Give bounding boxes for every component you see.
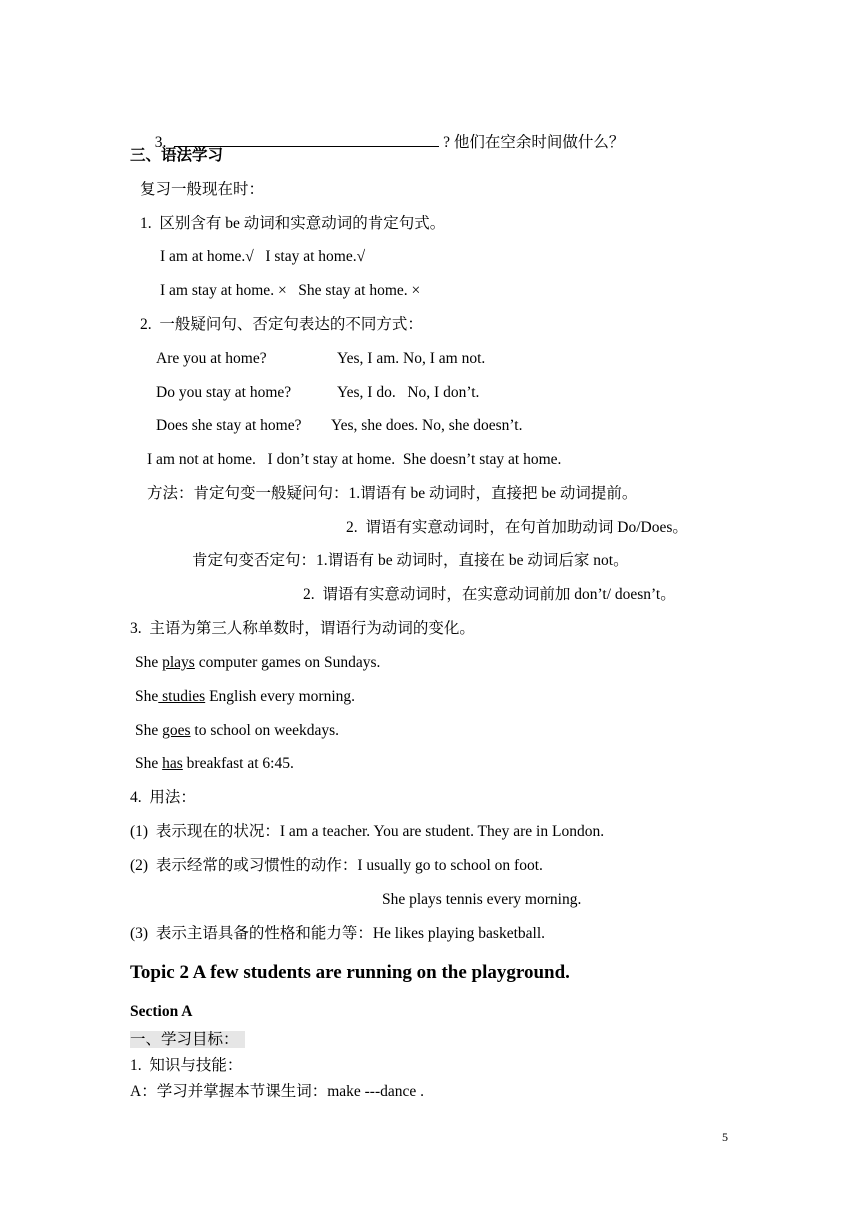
sentence-subject: She — [135, 688, 159, 705]
sentence-subject: She — [135, 755, 163, 772]
method-3: 肯定句变否定句：1.谓语有 be 动词时，直接在 be 动词后家 not。 — [192, 552, 629, 569]
question-1: Are you at home? — [156, 350, 267, 367]
point-1-example-2: I am stay at home. × She stay at home. × — [160, 282, 421, 299]
usage-2-continued: She plays tennis every morning. — [382, 891, 582, 908]
negative-examples: I am not at home. I don’t stay at home. She doesn’t stay at home. — [147, 451, 562, 468]
sentence-1 — [135, 653, 380, 673]
grammar-heading: 三、语法学习 — [130, 147, 224, 164]
underlined-verb: goes — [162, 722, 191, 739]
topic-heading: Topic 2 A few students are running on the playground. — [130, 962, 570, 983]
usage-1: (1) 表示现在的状况：I am a teacher. You are student. They are in London. — [130, 823, 605, 840]
underlined-verb: has — [162, 755, 183, 772]
sentence-rest: computer games on Sundays. — [194, 654, 381, 671]
point-3-title: 3. 主语为第三人称单数时，谓语行为动词的变化。 — [130, 620, 475, 637]
sentence-3 — [135, 721, 339, 741]
usage-2: (2) 表示经常的或习惯性的动作：I usually go to school on foot. — [130, 857, 543, 874]
question-text: ? 他们在空余时间做什么？ — [443, 134, 625, 151]
sentence-2 — [135, 687, 355, 707]
point-4-title: 4. 用法： — [130, 789, 196, 806]
usage-3: (3) 表示主语具备的性格和能力等：He likes playing basketball. — [130, 925, 546, 942]
sentence-rest: English every morning. — [205, 688, 355, 705]
point-1-title: 1. 区别含有 be 动词和实意动词的肯定句式。 — [140, 215, 446, 232]
goal-a: A：学习并掌握本节课生词：make ---dance . — [130, 1083, 425, 1100]
underlined-verb: studies — [158, 688, 206, 705]
answer-1: Yes, I am. No, I am not. — [337, 350, 486, 367]
method-1: 方法：肯定句变一般疑问句：1.谓语有 be 动词时，直接把 be 动词提前。 — [147, 485, 638, 502]
section-heading: Section A — [130, 1003, 193, 1020]
page-number: 5 — [722, 1130, 728, 1144]
point-1-example-1: I am at home.√ I stay at home.√ — [160, 248, 366, 265]
point-2-title: 2. 一般疑问句、否定句表达的不同方式： — [140, 316, 423, 333]
question-3-example: Does she stay at home? — [156, 417, 302, 434]
method-4: 2. 谓语有实意动词时，在实意动词前加 don’t/ doesn’t。 — [303, 586, 676, 603]
sentence-4 — [135, 754, 294, 774]
sentence-subject: She — [135, 722, 163, 739]
goal-1: 1. 知识与技能： — [130, 1057, 243, 1074]
answer-3: Yes, she does. No, she doesn’t. — [331, 417, 523, 434]
question-number: 3. — [154, 134, 167, 151]
review-label: 复习一般现在时： — [140, 181, 265, 198]
method-2: 2. 谓语有实意动词时，在句首加助动词 Do/Does。 — [346, 519, 688, 536]
goals-heading — [130, 1030, 245, 1050]
underlined-verb: plays — [162, 654, 195, 671]
sentence-rest: breakfast at 6:45. — [182, 755, 294, 772]
sentence-rest: to school on weekdays. — [190, 722, 340, 739]
question-2: Do you stay at home? — [156, 384, 292, 401]
answer-blank — [174, 132, 439, 147]
sentence-subject: She — [135, 654, 163, 671]
highlighted-heading: 一、学习目标： — [130, 1031, 245, 1048]
answer-2: Yes, I do. No, I don’t. — [337, 384, 480, 401]
